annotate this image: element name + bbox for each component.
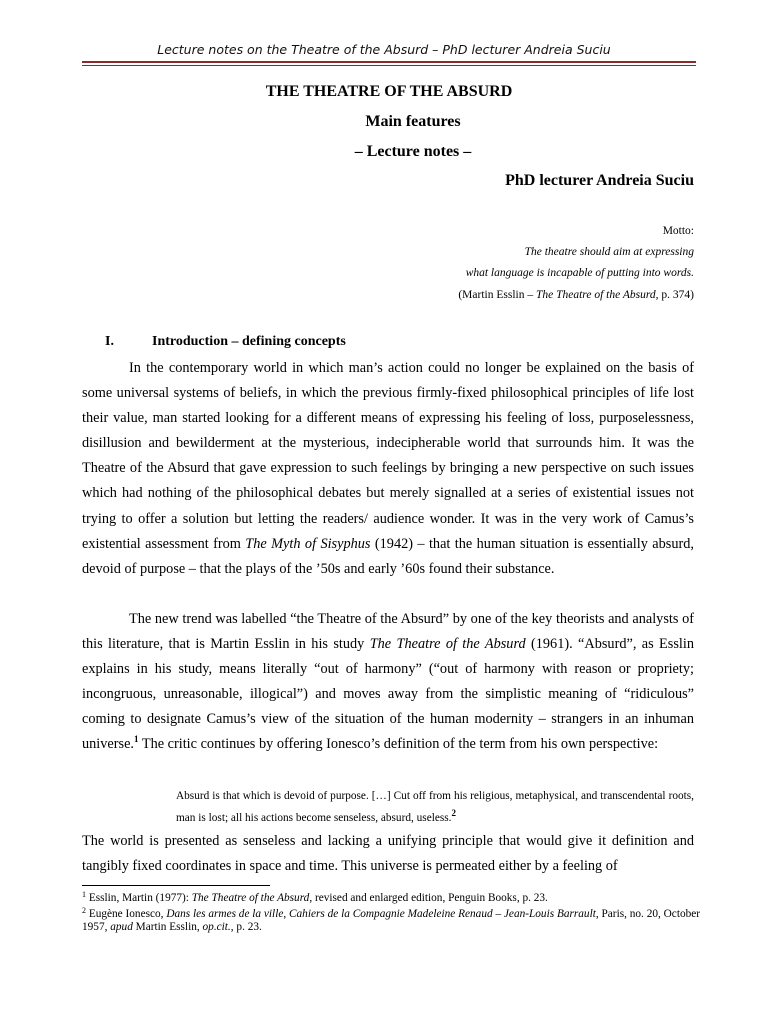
footnote-text: , revised and enlarged edition, Penguin Books, p. 23.: [309, 892, 548, 904]
document-title: THE THEATRE OF THE ABSURD: [265, 83, 513, 100]
footnote-2: [82, 908, 702, 934]
footnote-text: , p. 23.: [230, 921, 262, 933]
header-rule-thin: [82, 65, 696, 66]
section-number: I.: [105, 334, 114, 349]
footnote-italic: The Theatre of the Absurd: [191, 892, 310, 904]
paragraph-text: The new trend was labelled “the Theatre of the Absurd” by one of the key theorists and analysts of this literature, that is Martin Esslin in his study: [82, 611, 694, 653]
motto-source-title: The Theatre of the Absurd: [535, 289, 656, 301]
block-quote-ionesco: [176, 785, 694, 829]
footnote-italic: Cahiers de la Compagnie Madeleine Renaud – Jean-Louis Barrault: [289, 908, 596, 920]
paragraph-text: (1942) – that the human situation is essentially absurd, devoid of purpose – that the plays of the ’50s and early ’60s found their substance.: [82, 535, 694, 577]
footnote-reference[interactable]: 2: [451, 808, 456, 819]
footnote-italic: Dans les armes de la ville: [166, 908, 284, 920]
footnote-text: Martin Esslin,: [132, 921, 203, 933]
paragraph-text: (1961). “Absurd”, as Esslin explains in his study, means literally “out of harmony” (“out of harmony with reason or propriety; incongruous, unreasonable, illogical”) and moves away from the simplistic meaning of “ridiculous” coming to designate Camus’s view of the situation of the human modernity – strangers in an inhuman universe.: [82, 636, 694, 753]
quote-text: Absurd is that which is devoid of purpose. […] Cut off from his religious, metaphysical, and transcendental roots, man is lost; all his actions become senseless, absurd, useless.: [176, 790, 694, 824]
motto-source: [458, 289, 694, 301]
motto-source-suffix: , p. 374): [655, 289, 694, 301]
footnote-text: , Paris, no. 20, October 1957,: [82, 908, 701, 933]
motto-label: Motto:: [662, 225, 694, 237]
footnote-italic: apud: [110, 921, 133, 933]
italic-title: The Theatre of the Absurd: [369, 636, 526, 653]
document-subtitle-notes: – Lecture notes –: [354, 143, 472, 160]
footnote-mark: 2: [82, 906, 86, 915]
motto-source-prefix: (Martin Esslin –: [458, 289, 536, 301]
document-subtitle: Main features: [365, 113, 461, 130]
section-heading: Introduction – defining concepts: [152, 334, 346, 349]
running-header: Lecture notes on the Theatre of the Absurd – PhD lecturer Andreia Suciu: [157, 42, 611, 57]
paragraph-world: [82, 829, 694, 879]
paragraph-text: The critic continues by offering Ionesco’s definition of the term from his own perspective:: [138, 736, 659, 753]
footnote-text: ,: [283, 908, 289, 920]
paragraph-text: In the contemporary world in which man’s action could no longer be explained on the basis of some universal systems of beliefs, in which the previous firmly-fixed philosophical principles of life lost their value, man started looking for a different means of expressing his feeling of loss, purposelessness, disillusion and bewilderment at the mysterious, indecipherable world that surrounds him. It was the Theatre of the Absurd that gave expression to such feelings by bringing a new perspective on such issues which had nothing of the philosophical debates but merely signalled at a series of existential issues not trying to offer a solution but letting the readers/ audience wonder. It was in the very work of Camus’s existential assessment from: [82, 360, 694, 552]
motto-line-2: what language is incapable of putting into words.: [465, 267, 694, 279]
document-author: PhD lecturer Andreia Suciu: [505, 172, 694, 189]
paragraph-introduction: [82, 356, 694, 582]
italic-title: The Myth of Sisyphus: [245, 535, 371, 552]
paragraph-text: The world is presented as senseless and lacking a unifying principle that would give it definition and tangibly fixed coordinates in space and time. This universe is permeated either by a feeling of: [82, 833, 694, 875]
footnote-separator: [82, 885, 270, 886]
footnote-italic: op.cit.: [202, 921, 231, 933]
footnote-mark: 1: [82, 890, 86, 899]
footnote-text: Eugène Ionesco,: [86, 908, 167, 920]
footnote-reference[interactable]: 1: [134, 734, 139, 745]
motto-line-1: The theatre should aim at expressing: [524, 246, 694, 258]
footnote-1: [82, 892, 702, 905]
paragraph-esslin: [82, 607, 694, 758]
header-rule-thick: [82, 61, 696, 63]
footnote-text: Esslin, Martin (1977):: [86, 892, 192, 904]
